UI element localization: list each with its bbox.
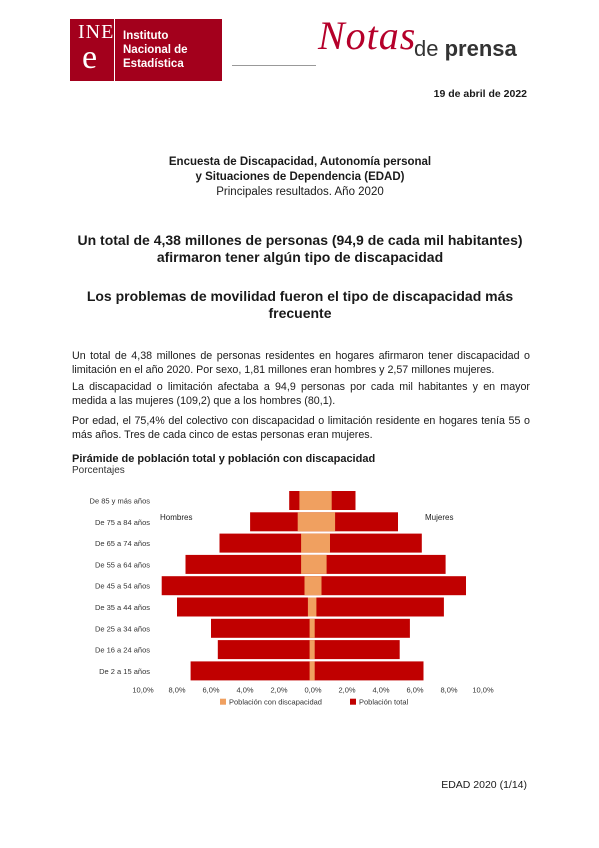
bar-disc-hombres: [310, 619, 313, 638]
bar-total-mujeres: [313, 576, 466, 595]
category-label: De 35 a 44 años: [94, 603, 150, 612]
category-label: De 55 a 64 años: [94, 560, 150, 570]
bar-total-hombres: [162, 576, 313, 595]
legend-label: Población con discapacidad: [229, 697, 322, 707]
bar-disc-mujeres: [313, 640, 315, 659]
category-label: De 65 a 74 años: [94, 539, 150, 549]
bar-total-hombres: [218, 640, 313, 659]
bar-disc-mujeres: [313, 534, 330, 553]
bar-total-hombres: [191, 661, 313, 680]
category-label: De 16 a 24 años: [94, 645, 150, 655]
x-tick-label: 6,0%: [202, 685, 220, 695]
label-hombres: Hombres: [160, 513, 193, 522]
x-tick-label: 2,0%: [338, 685, 356, 695]
x-tick-label: 2,0%: [270, 685, 288, 695]
bar-disc-mujeres: [313, 491, 332, 510]
survey-line-1: Encuesta de Discapacidad, Autonomía personal: [168, 156, 432, 168]
logo-ine-text: INE: [78, 21, 115, 43]
bar-disc-mujeres: [313, 555, 327, 574]
bar-total-hombres: [220, 534, 314, 553]
headline-secondary: Los problemas de movilidad fueron el tipo de discapacidad más frecuente: [86, 288, 514, 321]
bar-disc-mujeres: [313, 598, 316, 617]
headline-main: Un total de 4,38 millones de personas (94,9 de cada mil habitantes) afirmaron tener algún tipo de discapacidad: [77, 232, 523, 265]
logo-e-text: e: [82, 39, 98, 76]
x-tick-label: 8,0%: [168, 685, 186, 695]
bar-total-mujeres: [313, 598, 444, 617]
bar-total-mujeres: [313, 640, 400, 659]
prensa-text: prensa: [444, 36, 517, 61]
institute-line: Nacional de: [123, 44, 188, 56]
chart-subtitle: Porcentajes: [72, 465, 125, 476]
x-tick-label: 10,0%: [132, 685, 154, 695]
press-date: 19 de abril de 2022: [433, 88, 527, 100]
bar-disc-mujeres: [313, 661, 315, 680]
page-footer: EDAD 2020 (1/14): [441, 779, 527, 791]
bar-disc-hombres: [298, 512, 313, 531]
x-tick-label: 6,0%: [406, 685, 424, 695]
x-tick-label: 0,0%: [304, 685, 322, 695]
bar-total-mujeres: [313, 661, 424, 680]
legend-swatch: [350, 699, 356, 705]
institute-line: Instituto: [123, 30, 169, 42]
bar-disc-hombres: [301, 555, 313, 574]
bar-total-hombres: [186, 555, 314, 574]
bar-total-hombres: [211, 619, 313, 638]
bar-total-hombres: [177, 598, 313, 617]
paragraph: Por edad, el 75,4% del colectivo con discapacidad o limitación residente en hogares tenía 55 o más años. Tres de cada cinco de estas personas eran mujeres.: [72, 415, 530, 441]
bar-disc-mujeres: [313, 512, 335, 531]
legend-label: Población total: [359, 697, 409, 707]
category-label: De 25 a 34 años: [94, 624, 150, 634]
bar-disc-mujeres: [313, 619, 315, 638]
bar-disc-hombres: [299, 491, 313, 510]
paragraph: Un total de 4,38 millones de personas residentes en hogares afirmaron tener discapacidad o limitación en el año 2020. Por sexo, 1,81 millones eran hombres y 2,57 millones mujeres.: [72, 350, 530, 376]
chart-title: Pirámide de población total y población con discapacidad: [72, 453, 376, 465]
notas-title: Notas: [318, 13, 417, 58]
bar-disc-hombres: [305, 576, 314, 595]
x-tick-label: 4,0%: [372, 685, 390, 695]
x-tick-label: 10,0%: [472, 685, 494, 695]
survey-line-2: y Situaciones de Dependencia (EDAD): [195, 171, 405, 183]
bar-total-mujeres: [313, 555, 446, 574]
bar-disc-mujeres: [313, 576, 322, 595]
de-text: de: [414, 36, 439, 61]
legend-swatch: [220, 699, 226, 705]
x-tick-label: 4,0%: [236, 685, 254, 695]
bar-total-mujeres: [313, 619, 410, 638]
bar-disc-hombres: [310, 661, 313, 680]
category-label: De 45 a 54 años: [94, 581, 150, 591]
bar-disc-hombres: [308, 598, 313, 617]
bar-disc-hombres: [301, 534, 313, 553]
x-tick-label: 8,0%: [440, 685, 458, 695]
category-label: De 85 y más años: [89, 496, 150, 506]
survey-line-3: Principales resultados. Año 2020: [216, 186, 384, 198]
category-label: De 75 a 84 años: [94, 517, 150, 527]
institute-line: Estadística: [123, 58, 184, 70]
category-label: De 2 a 15 años: [99, 666, 150, 676]
bar-disc-hombres: [310, 640, 313, 659]
paragraph: La discapacidad o limitación afectaba a 94,9 personas por cada mil habitantes y en mayor medida a las mujeres (109,2) que a los hombres (80,1).: [72, 381, 530, 407]
label-mujeres: Mujeres: [425, 513, 454, 522]
